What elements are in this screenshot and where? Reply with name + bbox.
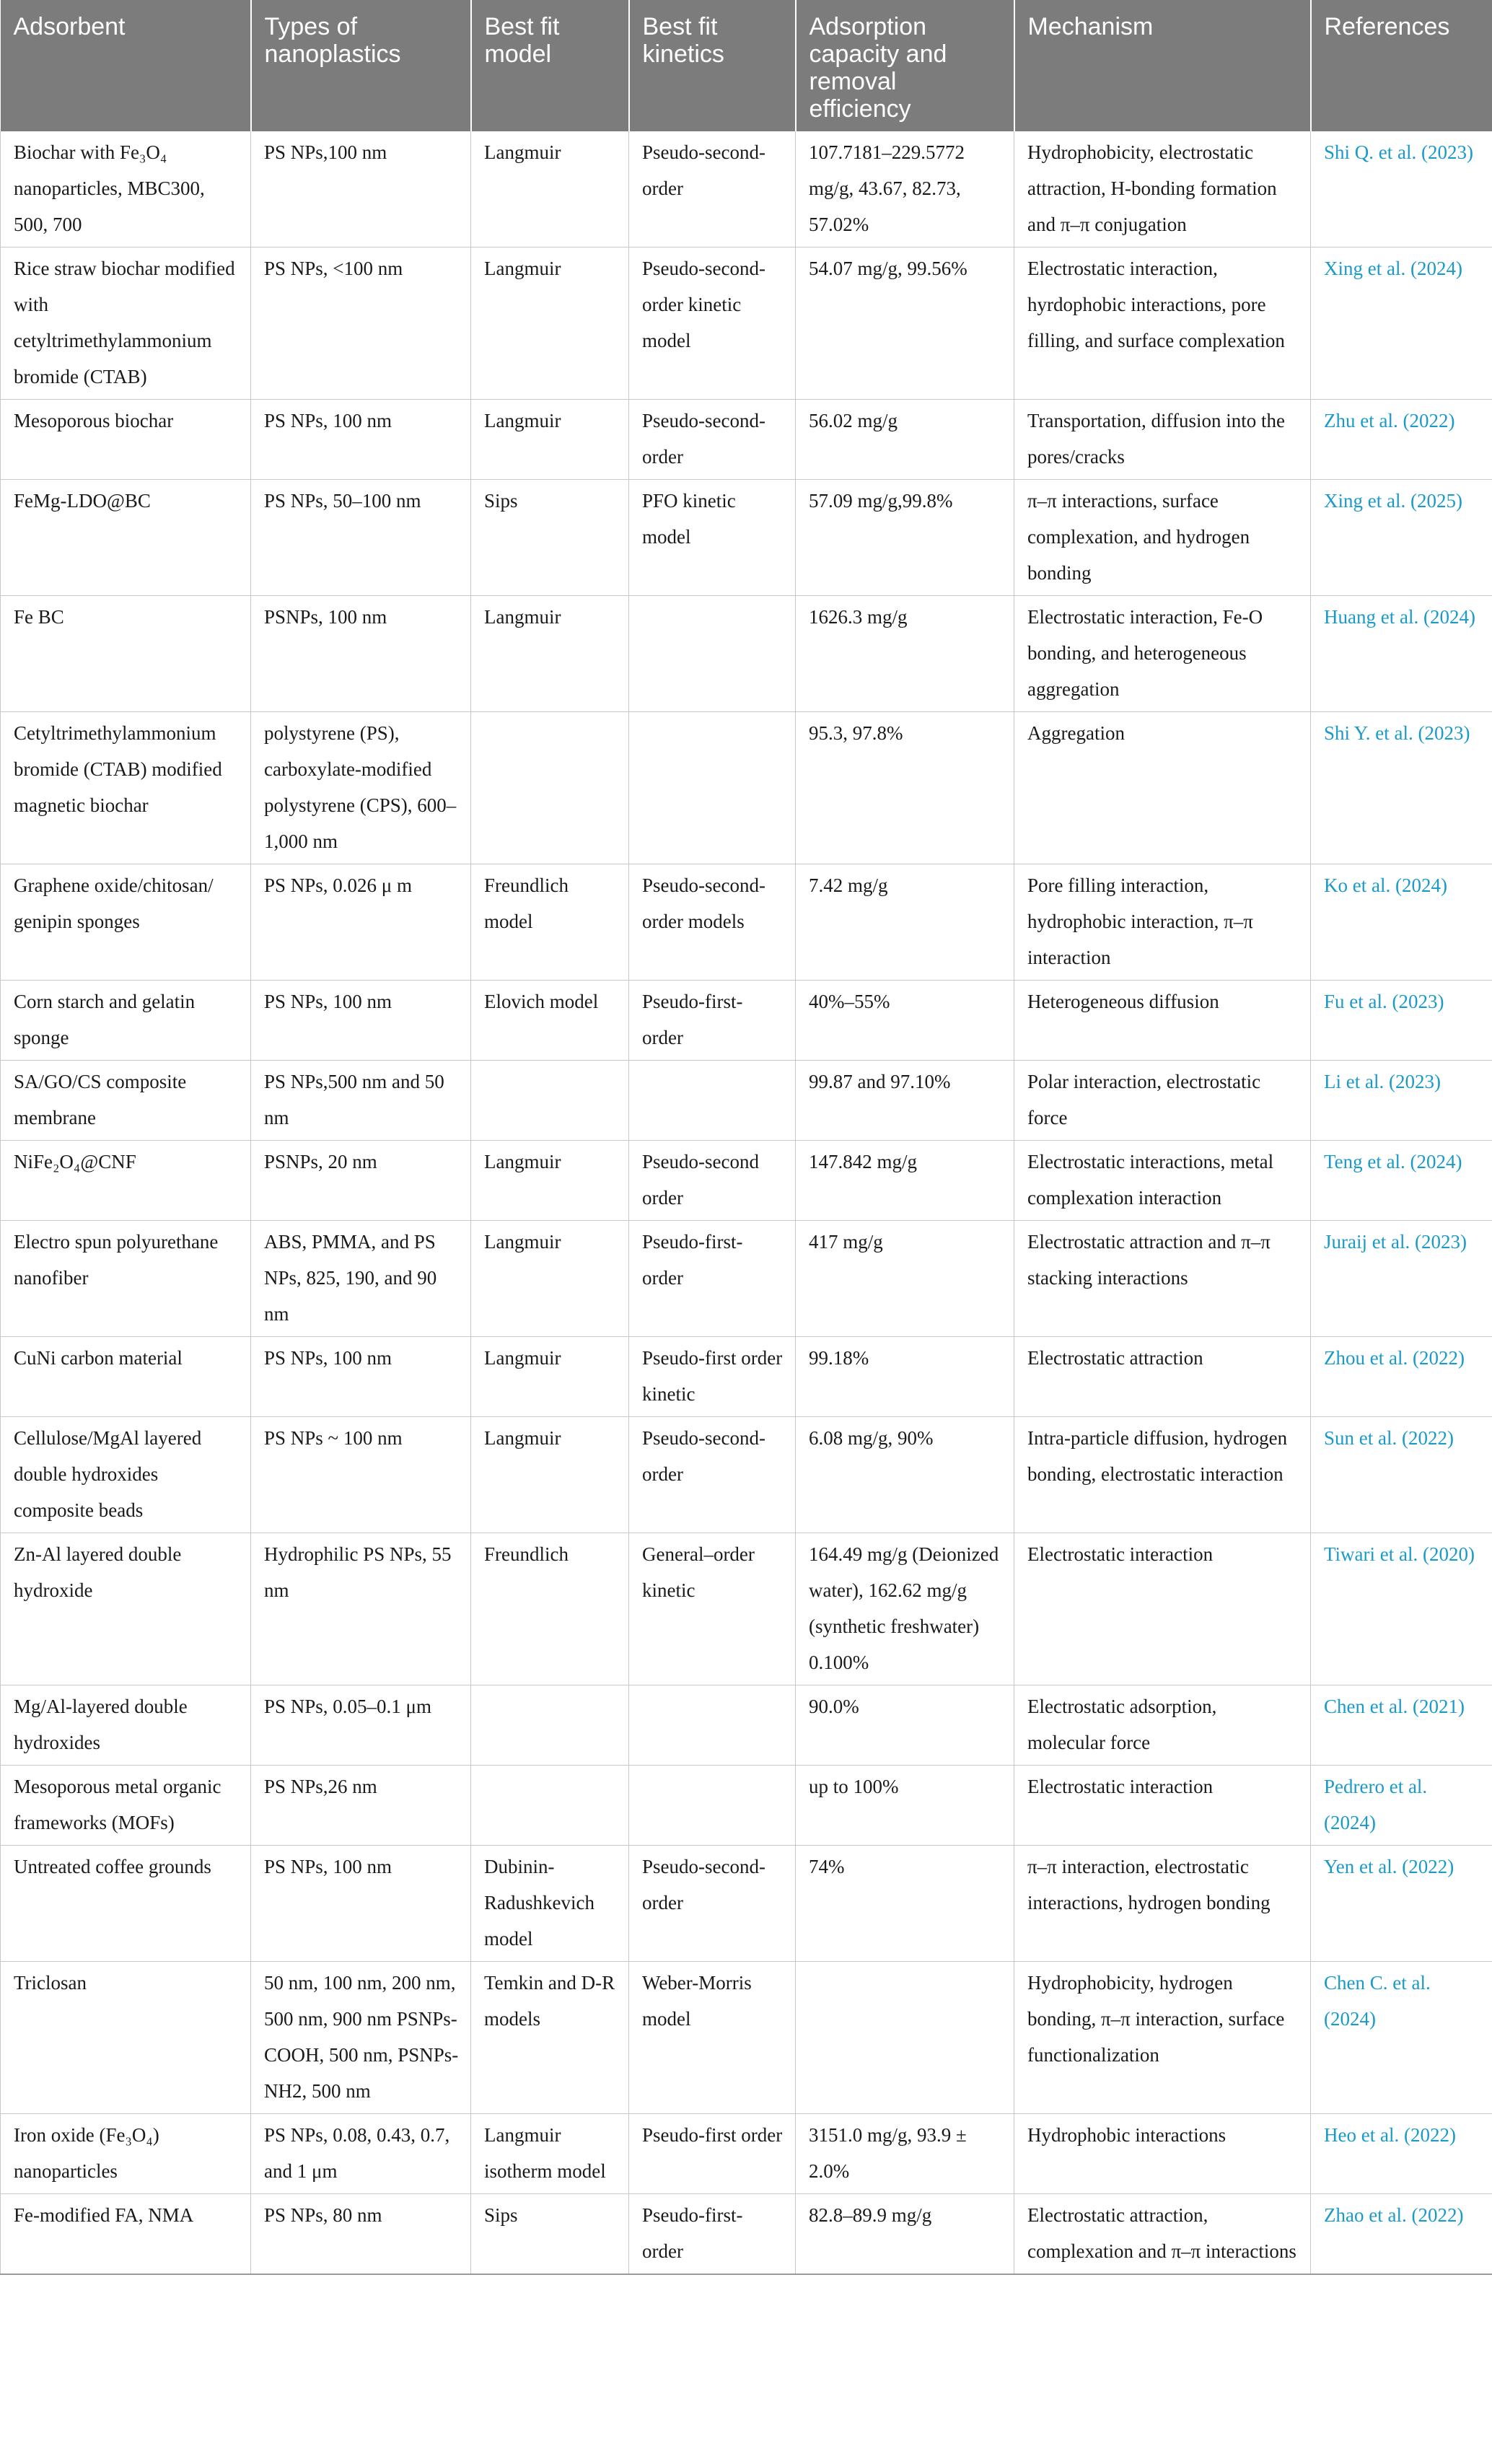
cell-best-fit-kinetics: Pseudo-second-order	[629, 131, 796, 247]
cell-best-fit-model: Langmuir	[471, 1221, 629, 1337]
cell-best-fit-model	[471, 1766, 629, 1846]
cell-best-fit-model	[471, 712, 629, 864]
header-adsorption-capacity: Adsorption capacity and removal efficiency	[796, 0, 1014, 131]
cell-best-fit-kinetics: Pseudo-first order	[629, 2114, 796, 2194]
cell-adsorption-capacity: 99.87 and 97.10%	[796, 1061, 1014, 1141]
cell-adsorption-capacity: 417 mg/g	[796, 1221, 1014, 1337]
cell-adsorption-capacity: 6.08 mg/g, 90%	[796, 1417, 1014, 1533]
cell-adsorbent: Fe-modified FA, NMA	[1, 2194, 251, 2275]
cell-reference[interactable]: Zhao et al. (2022)	[1311, 2194, 1492, 2275]
cell-reference[interactable]: Xing et al. (2024)	[1311, 247, 1492, 400]
cell-best-fit-model: Sips	[471, 480, 629, 596]
cell-nanoplastic-type: PS NPs, 0.08, 0.43, 0.7, and 1 μm	[251, 2114, 471, 2194]
cell-reference[interactable]: Fu et al. (2023)	[1311, 981, 1492, 1061]
cell-nanoplastic-type: PS NPs, 100 nm	[251, 1846, 471, 1962]
cell-mechanism: Electrostatic interactions, metal complexation interaction	[1014, 1141, 1311, 1221]
cell-nanoplastic-type: PS NPs, 0.05–0.1 μm	[251, 1685, 471, 1766]
cell-best-fit-kinetics: Weber-Morris model	[629, 1962, 796, 2114]
cell-reference[interactable]: Chen et al. (2021)	[1311, 1685, 1492, 1766]
cell-adsorption-capacity: 3151.0 mg/g, 93.9 ± 2.0%	[796, 2114, 1014, 2194]
cell-best-fit-model	[471, 1685, 629, 1766]
cell-mechanism: Hydrophobicity, electrostatic attraction, H-bonding formation and π–π conjugation	[1014, 131, 1311, 247]
cell-adsorption-capacity: 147.842 mg/g	[796, 1141, 1014, 1221]
cell-best-fit-model: Temkin and D-R models	[471, 1962, 629, 2114]
table-row	[1, 1766, 1492, 1846]
cell-reference[interactable]: Pedrero et al. (2024)	[1311, 1766, 1492, 1846]
cell-reference[interactable]: Tiwari et al. (2020)	[1311, 1533, 1492, 1685]
cell-reference[interactable]: Teng et al. (2024)	[1311, 1141, 1492, 1221]
cell-best-fit-kinetics	[629, 1766, 796, 1846]
cell-adsorbent: FeMg-LDO@BC	[1, 480, 251, 596]
table-row	[1, 1061, 1492, 1141]
cell-reference[interactable]: Shi Y. et al. (2023)	[1311, 712, 1492, 864]
cell-reference[interactable]: Shi Q. et al. (2023)	[1311, 131, 1492, 247]
cell-mechanism: Electrostatic attraction and π–π stacking interactions	[1014, 1221, 1311, 1337]
cell-adsorption-capacity: 54.07 mg/g, 99.56%	[796, 247, 1014, 400]
table-row	[1, 596, 1492, 712]
cell-nanoplastic-type: PS NPs, 0.026 μ m	[251, 864, 471, 981]
cell-best-fit-kinetics	[629, 712, 796, 864]
cell-best-fit-kinetics: Pseudo-second-order	[629, 400, 796, 480]
cell-adsorption-capacity: 164.49 mg/g (Deionized water), 162.62 mg/g (synthetic freshwater) 0.100%	[796, 1533, 1014, 1685]
cell-mechanism: Electrostatic interaction, Fe-O bonding, and heterogeneous aggregation	[1014, 596, 1311, 712]
cell-best-fit-model: Langmuir	[471, 400, 629, 480]
header-best-fit-model: Best fit model	[471, 0, 629, 131]
cell-adsorbent: Zn-Al layered double hydroxide	[1, 1533, 251, 1685]
cell-reference[interactable]: Ko et al. (2024)	[1311, 864, 1492, 981]
cell-best-fit-kinetics: Pseudo-first-order	[629, 1221, 796, 1337]
cell-best-fit-kinetics: Pseudo-second-order	[629, 1417, 796, 1533]
cell-best-fit-kinetics: PFO kinetic model	[629, 480, 796, 596]
cell-best-fit-kinetics: Pseudo-first-order	[629, 2194, 796, 2275]
table-row	[1, 1962, 1492, 2114]
cell-mechanism: Heterogeneous diffusion	[1014, 981, 1311, 1061]
cell-reference[interactable]: Li et al. (2023)	[1311, 1061, 1492, 1141]
table-row	[1, 712, 1492, 864]
cell-mechanism: Transportation, diffusion into the pores/cracks	[1014, 400, 1311, 480]
cell-adsorption-capacity: 7.42 mg/g	[796, 864, 1014, 981]
table-row	[1, 1685, 1492, 1766]
cell-best-fit-kinetics: General–order kinetic	[629, 1533, 796, 1685]
cell-best-fit-kinetics: Pseudo-second order	[629, 1141, 796, 1221]
table-row	[1, 1221, 1492, 1337]
cell-nanoplastic-type: PSNPs, 20 nm	[251, 1141, 471, 1221]
cell-mechanism: Hydrophobicity, hydrogen bonding, π–π interaction, surface functionalization	[1014, 1962, 1311, 2114]
cell-mechanism: π–π interaction, electrostatic interactions, hydrogen bonding	[1014, 1846, 1311, 1962]
cell-nanoplastic-type: polystyrene (PS), carboxylate-modified polystyrene (CPS), 600–1,000 nm	[251, 712, 471, 864]
cell-nanoplastic-type: PS NPs,500 nm and 50 nm	[251, 1061, 471, 1141]
cell-best-fit-model: Langmuir	[471, 1141, 629, 1221]
header-best-fit-kinetics: Best fit kinetics	[629, 0, 796, 131]
cell-mechanism: Electrostatic attraction, complexation and π–π interactions	[1014, 2194, 1311, 2275]
cell-mechanism: Electrostatic interaction	[1014, 1766, 1311, 1846]
header-adsorbent: Adsorbent	[1, 0, 251, 131]
cell-mechanism: Polar interaction, electrostatic force	[1014, 1061, 1311, 1141]
header-types-of-nanoplastics: Types of nanoplastics	[251, 0, 471, 131]
cell-adsorption-capacity	[796, 1962, 1014, 2114]
cell-reference[interactable]: Yen et al. (2022)	[1311, 1846, 1492, 1962]
header-mechanism: Mechanism	[1014, 0, 1311, 131]
cell-best-fit-model: Sips	[471, 2194, 629, 2275]
cell-adsorbent: Mesoporous metal organic frameworks (MOFs)	[1, 1766, 251, 1846]
cell-adsorbent: Cellulose/MgAl layered double hydroxides composite beads	[1, 1417, 251, 1533]
cell-reference[interactable]: Sun et al. (2022)	[1311, 1417, 1492, 1533]
header-row	[1, 0, 1492, 131]
cell-adsorbent: Corn starch and gelatin sponge	[1, 981, 251, 1061]
cell-best-fit-model	[471, 1061, 629, 1141]
cell-best-fit-kinetics: Pseudo-second-order	[629, 1846, 796, 1962]
cell-reference[interactable]: Xing et al. (2025)	[1311, 480, 1492, 596]
cell-adsorbent: Iron oxide (Fe₃O₄) nanoparticles	[1, 2114, 251, 2194]
cell-best-fit-model: Langmuir	[471, 247, 629, 400]
table-body	[1, 131, 1492, 2274]
table-row	[1, 1533, 1492, 1685]
cell-adsorbent: Fe BC	[1, 596, 251, 712]
cell-best-fit-model: Langmuir isotherm model	[471, 2114, 629, 2194]
table-row	[1, 2114, 1492, 2194]
cell-adsorbent: Rice straw biochar modified with cetyltrimethylammonium bromide (CTAB)	[1, 247, 251, 400]
cell-adsorbent: Mg/Al-layered double hydroxides	[1, 1685, 251, 1766]
table-row	[1, 2194, 1492, 2275]
cell-nanoplastic-type: PSNPs, 100 nm	[251, 596, 471, 712]
cell-nanoplastic-type: PS NPs ~ 100 nm	[251, 1417, 471, 1533]
cell-nanoplastic-type: 50 nm, 100 nm, 200 nm, 500 nm, 900 nm PSNPs-COOH, 500 nm, PSNPs-NH2, 500 nm	[251, 1962, 471, 2114]
cell-best-fit-model: Langmuir	[471, 131, 629, 247]
cell-adsorption-capacity: 90.0%	[796, 1685, 1014, 1766]
table-row	[1, 864, 1492, 981]
table-row	[1, 247, 1492, 400]
cell-nanoplastic-type: PS NPs, <100 nm	[251, 247, 471, 400]
cell-nanoplastic-type: PS NPs,26 nm	[251, 1766, 471, 1846]
cell-reference[interactable]: Zhu et al. (2022)	[1311, 400, 1492, 480]
cell-best-fit-model: Freundlich model	[471, 864, 629, 981]
table-row	[1, 1846, 1492, 1962]
table-row	[1, 131, 1492, 247]
cell-mechanism: Electrostatic interaction	[1014, 1533, 1311, 1685]
cell-adsorption-capacity: 56.02 mg/g	[796, 400, 1014, 480]
cell-adsorbent: SA/GO/CS composite membrane	[1, 1061, 251, 1141]
cell-best-fit-kinetics: Pseudo-first order kinetic	[629, 1337, 796, 1417]
cell-best-fit-model: Langmuir	[471, 1417, 629, 1533]
cell-nanoplastic-type: Hydrophilic PS NPs, 55 nm	[251, 1533, 471, 1685]
cell-reference[interactable]: Juraij et al. (2023)	[1311, 1221, 1492, 1337]
cell-mechanism: π–π interactions, surface complexation, and hydrogen bonding	[1014, 480, 1311, 596]
cell-reference[interactable]: Zhou et al. (2022)	[1311, 1337, 1492, 1417]
cell-adsorption-capacity: 107.7181–229.5772 mg/g, 43.67, 82.73, 57.02%	[796, 131, 1014, 247]
table-row	[1, 480, 1492, 596]
cell-best-fit-kinetics: Pseudo-second-order kinetic model	[629, 247, 796, 400]
cell-mechanism: Pore filling interaction, hydrophobic interaction, π–π interaction	[1014, 864, 1311, 981]
table-row	[1, 1417, 1492, 1533]
cell-adsorption-capacity: 74%	[796, 1846, 1014, 1962]
cell-reference[interactable]: Heo et al. (2022)	[1311, 2114, 1492, 2194]
cell-best-fit-model: Langmuir	[471, 1337, 629, 1417]
cell-adsorption-capacity: up to 100%	[796, 1766, 1014, 1846]
cell-adsorbent: Triclosan	[1, 1962, 251, 2114]
cell-nanoplastic-type: PS NPs, 80 nm	[251, 2194, 471, 2275]
cell-adsorption-capacity: 40%–55%	[796, 981, 1014, 1061]
cell-adsorption-capacity: 57.09 mg/g,99.8%	[796, 480, 1014, 596]
cell-adsorbent: NiFe₂O₄@CNF	[1, 1141, 251, 1221]
cell-mechanism: Aggregation	[1014, 712, 1311, 864]
cell-best-fit-kinetics	[629, 596, 796, 712]
cell-adsorption-capacity: 95.3, 97.8%	[796, 712, 1014, 864]
cell-nanoplastic-type: PS NPs, 50–100 nm	[251, 480, 471, 596]
cell-mechanism: Intra-particle diffusion, hydrogen bonding, electrostatic interaction	[1014, 1417, 1311, 1533]
cell-adsorbent: Cetyltrimethylammonium bromide (CTAB) modified magnetic biochar	[1, 712, 251, 864]
cell-adsorbent: Untreated coffee grounds	[1, 1846, 251, 1962]
cell-best-fit-model: Langmuir	[471, 596, 629, 712]
cell-best-fit-model: Dubinin-Radushkevich model	[471, 1846, 629, 1962]
cell-best-fit-kinetics: Pseudo-second-order models	[629, 864, 796, 981]
cell-nanoplastic-type: ABS, PMMA, and PS NPs, 825, 190, and 90 nm	[251, 1221, 471, 1337]
table-row	[1, 981, 1492, 1061]
cell-adsorbent: Mesoporous biochar	[1, 400, 251, 480]
cell-nanoplastic-type: PS NPs, 100 nm	[251, 400, 471, 480]
cell-adsorbent: CuNi carbon material	[1, 1337, 251, 1417]
header-references: References	[1311, 0, 1492, 131]
cell-mechanism: Electrostatic interaction, hyrdophobic interactions, pore filling, and surface complexation	[1014, 247, 1311, 400]
cell-adsorption-capacity: 1626.3 mg/g	[796, 596, 1014, 712]
cell-mechanism: Electrostatic attraction	[1014, 1337, 1311, 1417]
table-row	[1, 1337, 1492, 1417]
cell-reference[interactable]: Huang et al. (2024)	[1311, 596, 1492, 712]
table-row	[1, 1141, 1492, 1221]
cell-best-fit-kinetics	[629, 1685, 796, 1766]
cell-best-fit-model: Elovich model	[471, 981, 629, 1061]
cell-adsorbent: Graphene oxide/chitosan/ genipin sponges	[1, 864, 251, 981]
cell-adsorbent: Biochar with Fe₃O₄ nanoparticles, MBC300, 500, 700	[1, 131, 251, 247]
cell-best-fit-kinetics	[629, 1061, 796, 1141]
cell-nanoplastic-type: PS NPs,100 nm	[251, 131, 471, 247]
cell-best-fit-kinetics: Pseudo-first-order	[629, 981, 796, 1061]
cell-adsorption-capacity: 82.8–89.9 mg/g	[796, 2194, 1014, 2275]
cell-nanoplastic-type: PS NPs, 100 nm	[251, 1337, 471, 1417]
cell-adsorption-capacity: 99.18%	[796, 1337, 1014, 1417]
table-row	[1, 400, 1492, 480]
cell-best-fit-model: Freundlich	[471, 1533, 629, 1685]
cell-mechanism: Electrostatic adsorption, molecular force	[1014, 1685, 1311, 1766]
table-header	[1, 0, 1492, 131]
cell-nanoplastic-type: PS NPs, 100 nm	[251, 981, 471, 1061]
cell-mechanism: Hydrophobic interactions	[1014, 2114, 1311, 2194]
cell-reference[interactable]: Chen C. et al. (2024)	[1311, 1962, 1492, 2114]
cell-adsorbent: Electro spun polyurethane nanofiber	[1, 1221, 251, 1337]
